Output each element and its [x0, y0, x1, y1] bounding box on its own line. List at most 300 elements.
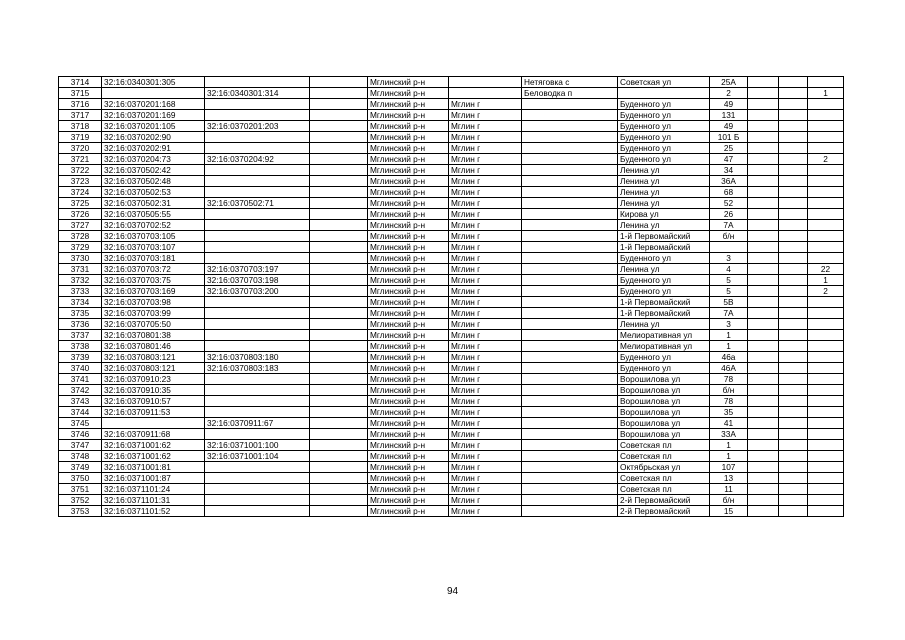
- cadastral-number-linked: 32:16:0370703:198: [205, 275, 310, 286]
- count-cell: [808, 253, 844, 264]
- empty-cell: [310, 462, 368, 473]
- extra-cell: [779, 473, 808, 484]
- district-cell: Мглинский р-н: [368, 231, 449, 242]
- extra-cell: [779, 187, 808, 198]
- district-cell: Мглинский р-н: [368, 341, 449, 352]
- settlement-cell: [522, 275, 618, 286]
- settlement-cell: [522, 385, 618, 396]
- cadastral-number: 32:16:0370911:68: [102, 429, 205, 440]
- cadastral-number-linked: [205, 253, 310, 264]
- extra-cell: [779, 352, 808, 363]
- count-cell: [808, 143, 844, 154]
- settlement-cell: [522, 253, 618, 264]
- street-cell: Октябрьская ул: [618, 462, 710, 473]
- empty-cell: [310, 396, 368, 407]
- settlement-cell: [522, 495, 618, 506]
- count-cell: [808, 506, 844, 517]
- district-cell: Мглинский р-н: [368, 110, 449, 121]
- street-cell: Советская пл: [618, 484, 710, 495]
- cadastral-number-linked: [205, 209, 310, 220]
- row-number: 3738: [59, 341, 102, 352]
- empty-cell: [310, 176, 368, 187]
- cadastral-number: 32:16:0370910:35: [102, 385, 205, 396]
- settlement-cell: [522, 352, 618, 363]
- district-cell: Мглинский р-н: [368, 462, 449, 473]
- table-row: [59, 187, 844, 198]
- table-row: [59, 132, 844, 143]
- extra-cell: [748, 198, 779, 209]
- street-cell: Ленина ул: [618, 264, 710, 275]
- cadastral-number: 32:16:0370201:169: [102, 110, 205, 121]
- house-number-cell: 4: [710, 264, 748, 275]
- district-cell: Мглинский р-н: [368, 330, 449, 341]
- row-number: 3735: [59, 308, 102, 319]
- extra-cell: [748, 495, 779, 506]
- district-cell: Мглинский р-н: [368, 319, 449, 330]
- table-row: [59, 319, 844, 330]
- row-number: 3742: [59, 385, 102, 396]
- settlement-cell: [522, 308, 618, 319]
- row-number: 3746: [59, 429, 102, 440]
- extra-cell: [748, 286, 779, 297]
- empty-cell: [310, 88, 368, 99]
- settlement-cell: [522, 198, 618, 209]
- empty-cell: [310, 275, 368, 286]
- empty-cell: [310, 264, 368, 275]
- row-number: 3753: [59, 506, 102, 517]
- city-cell: Мглин г: [449, 165, 522, 176]
- cadastral-number: 32:16:0370505:55: [102, 209, 205, 220]
- settlement-cell: [522, 396, 618, 407]
- table-row: [59, 286, 844, 297]
- empty-cell: [310, 187, 368, 198]
- city-cell: [449, 77, 522, 88]
- extra-cell: [748, 451, 779, 462]
- cadastral-number: 32:16:0370202:90: [102, 132, 205, 143]
- house-number-cell: 35: [710, 407, 748, 418]
- cadastral-number-linked: [205, 308, 310, 319]
- count-cell: [808, 231, 844, 242]
- extra-cell: [779, 242, 808, 253]
- empty-cell: [310, 495, 368, 506]
- city-cell: Мглин г: [449, 506, 522, 517]
- cadastral-number: [102, 88, 205, 99]
- cadastral-number: 32:16:0371101:24: [102, 484, 205, 495]
- extra-cell: [748, 308, 779, 319]
- street-cell: 1-й Первомайский: [618, 242, 710, 253]
- row-number: 3728: [59, 231, 102, 242]
- extra-cell: [779, 198, 808, 209]
- cadastral-number: 32:16:0370703:99: [102, 308, 205, 319]
- count-cell: [808, 407, 844, 418]
- count-cell: [808, 77, 844, 88]
- city-cell: Мглин г: [449, 110, 522, 121]
- extra-cell: [748, 462, 779, 473]
- street-cell: Ленина ул: [618, 187, 710, 198]
- cadastral-number-linked: [205, 231, 310, 242]
- house-number-cell: 68: [710, 187, 748, 198]
- cadastral-number: 32:16:0370801:46: [102, 341, 205, 352]
- extra-cell: [748, 132, 779, 143]
- empty-cell: [310, 132, 368, 143]
- count-cell: [808, 187, 844, 198]
- table-row: [59, 275, 844, 286]
- settlement-cell: [522, 110, 618, 121]
- cadastral-number-linked: 32:16:0371001:104: [205, 451, 310, 462]
- extra-cell: [748, 352, 779, 363]
- empty-cell: [310, 308, 368, 319]
- settlement-cell: [522, 330, 618, 341]
- street-cell: Ленина ул: [618, 220, 710, 231]
- table-row: [59, 385, 844, 396]
- extra-cell: [779, 154, 808, 165]
- row-number: 3732: [59, 275, 102, 286]
- table-row: [59, 429, 844, 440]
- settlement-cell: [522, 121, 618, 132]
- house-number-cell: 1: [710, 451, 748, 462]
- table-row: [59, 88, 844, 99]
- district-cell: Мглинский р-н: [368, 506, 449, 517]
- street-cell: Буденного ул: [618, 143, 710, 154]
- city-cell: Мглин г: [449, 121, 522, 132]
- cadastral-number-linked: [205, 484, 310, 495]
- city-cell: Мглин г: [449, 330, 522, 341]
- table-row: [59, 121, 844, 132]
- city-cell: Мглин г: [449, 198, 522, 209]
- cadastral-number-linked: 32:16:0370502:71: [205, 198, 310, 209]
- street-cell: Ворошилова ул: [618, 385, 710, 396]
- district-cell: Мглинский р-н: [368, 220, 449, 231]
- street-cell: Ленина ул: [618, 198, 710, 209]
- table-row: [59, 99, 844, 110]
- street-cell: Буденного ул: [618, 121, 710, 132]
- row-number: 3727: [59, 220, 102, 231]
- city-cell: Мглин г: [449, 264, 522, 275]
- table-row: [59, 297, 844, 308]
- row-number: 3749: [59, 462, 102, 473]
- extra-cell: [748, 363, 779, 374]
- house-number-cell: 78: [710, 374, 748, 385]
- house-number-cell: 2: [710, 88, 748, 99]
- city-cell: Мглин г: [449, 495, 522, 506]
- extra-cell: [779, 451, 808, 462]
- cadastral-number: 32:16:0371101:52: [102, 506, 205, 517]
- empty-cell: [310, 451, 368, 462]
- count-cell: [808, 341, 844, 352]
- cadastral-number-linked: [205, 407, 310, 418]
- cadastral-number: 32:16:0370803:121: [102, 352, 205, 363]
- row-number: 3736: [59, 319, 102, 330]
- count-cell: [808, 374, 844, 385]
- street-cell: 1-й Первомайский: [618, 308, 710, 319]
- table-row: [59, 451, 844, 462]
- district-cell: Мглинский р-н: [368, 99, 449, 110]
- row-number: 3722: [59, 165, 102, 176]
- row-number: 3720: [59, 143, 102, 154]
- table-row: [59, 484, 844, 495]
- extra-cell: [748, 253, 779, 264]
- row-number: 3721: [59, 154, 102, 165]
- extra-cell: [748, 154, 779, 165]
- count-cell: [808, 473, 844, 484]
- row-number: 3729: [59, 242, 102, 253]
- city-cell: Мглин г: [449, 341, 522, 352]
- cadastral-number: 32:16:0371001:87: [102, 473, 205, 484]
- empty-cell: [310, 440, 368, 451]
- count-cell: [808, 484, 844, 495]
- house-number-cell: 5: [710, 275, 748, 286]
- settlement-cell: [522, 407, 618, 418]
- street-cell: Ленина ул: [618, 319, 710, 330]
- city-cell: Мглин г: [449, 385, 522, 396]
- house-number-cell: 1: [710, 440, 748, 451]
- street-cell: 2-й Первомайский: [618, 506, 710, 517]
- street-cell: Буденного ул: [618, 363, 710, 374]
- extra-cell: [779, 231, 808, 242]
- house-number-cell: 49: [710, 99, 748, 110]
- extra-cell: [779, 330, 808, 341]
- house-number-cell: 5: [710, 286, 748, 297]
- district-cell: Мглинский р-н: [368, 308, 449, 319]
- row-number: 3715: [59, 88, 102, 99]
- district-cell: Мглинский р-н: [368, 176, 449, 187]
- count-cell: [808, 110, 844, 121]
- house-number-cell: [710, 242, 748, 253]
- row-number: 3734: [59, 297, 102, 308]
- cadastral-number-linked: [205, 77, 310, 88]
- street-cell: Буденного ул: [618, 352, 710, 363]
- count-cell: [808, 330, 844, 341]
- count-cell: [808, 462, 844, 473]
- extra-cell: [779, 88, 808, 99]
- street-cell: 1-й Первомайский: [618, 231, 710, 242]
- count-cell: [808, 308, 844, 319]
- settlement-cell: [522, 297, 618, 308]
- count-cell: [808, 176, 844, 187]
- city-cell: Мглин г: [449, 308, 522, 319]
- settlement-cell: [522, 462, 618, 473]
- settlement-cell: [522, 341, 618, 352]
- house-number-cell: 46А: [710, 363, 748, 374]
- empty-cell: [310, 473, 368, 484]
- row-number: 3719: [59, 132, 102, 143]
- city-cell: Мглин г: [449, 187, 522, 198]
- extra-cell: [779, 220, 808, 231]
- cadastral-number: 32:16:0370502:31: [102, 198, 205, 209]
- city-cell: Мглин г: [449, 319, 522, 330]
- city-cell: Мглин г: [449, 209, 522, 220]
- settlement-cell: [522, 319, 618, 330]
- cadastral-number: 32:16:0370502:42: [102, 165, 205, 176]
- cadastral-number-linked: [205, 506, 310, 517]
- count-cell: [808, 418, 844, 429]
- cadastral-number-linked: [205, 143, 310, 154]
- district-cell: Мглинский р-н: [368, 209, 449, 220]
- house-number-cell: 49: [710, 121, 748, 132]
- extra-cell: [779, 495, 808, 506]
- street-cell: Буденного ул: [618, 110, 710, 121]
- extra-cell: [748, 374, 779, 385]
- row-number: 3745: [59, 418, 102, 429]
- cadastral-number: 32:16:0340301:305: [102, 77, 205, 88]
- district-cell: Мглинский р-н: [368, 242, 449, 253]
- extra-cell: [748, 88, 779, 99]
- extra-cell: [779, 176, 808, 187]
- extra-cell: [748, 121, 779, 132]
- table-row: [59, 220, 844, 231]
- table-row: [59, 374, 844, 385]
- count-cell: [808, 440, 844, 451]
- city-cell: Мглин г: [449, 429, 522, 440]
- table-body: [59, 77, 844, 517]
- empty-cell: [310, 363, 368, 374]
- table-row: [59, 418, 844, 429]
- city-cell: Мглин г: [449, 154, 522, 165]
- extra-cell: [748, 110, 779, 121]
- extra-cell: [779, 132, 808, 143]
- row-number: 3718: [59, 121, 102, 132]
- cadastral-number: 32:16:0370702:52: [102, 220, 205, 231]
- city-cell: Мглин г: [449, 143, 522, 154]
- cadastral-number-linked: [205, 495, 310, 506]
- district-cell: Мглинский р-н: [368, 429, 449, 440]
- extra-cell: [748, 484, 779, 495]
- city-cell: Мглин г: [449, 451, 522, 462]
- table-row: [59, 242, 844, 253]
- cadastral-number-linked: 32:16:0370703:200: [205, 286, 310, 297]
- cadastral-number: 32:16:0370703:169: [102, 286, 205, 297]
- table-row: [59, 473, 844, 484]
- street-cell: Советская пл: [618, 440, 710, 451]
- street-cell: 1-й Первомайский: [618, 297, 710, 308]
- count-cell: [808, 429, 844, 440]
- city-cell: Мглин г: [449, 99, 522, 110]
- city-cell: Мглин г: [449, 242, 522, 253]
- extra-cell: [748, 242, 779, 253]
- count-cell: 1: [808, 88, 844, 99]
- house-number-cell: б/н: [710, 231, 748, 242]
- extra-cell: [779, 506, 808, 517]
- table-row: [59, 407, 844, 418]
- house-number-cell: 1: [710, 330, 748, 341]
- row-number: 3724: [59, 187, 102, 198]
- extra-cell: [779, 484, 808, 495]
- count-cell: [808, 363, 844, 374]
- cadastral-number-linked: 32:16:0370803:180: [205, 352, 310, 363]
- district-cell: Мглинский р-н: [368, 363, 449, 374]
- row-number: 3743: [59, 396, 102, 407]
- street-cell: Ворошилова ул: [618, 418, 710, 429]
- cadastral-number-linked: [205, 220, 310, 231]
- cadastral-number: 32:16:0370201:168: [102, 99, 205, 110]
- cadastral-number-linked: 32:16:0370703:197: [205, 264, 310, 275]
- table-row: [59, 176, 844, 187]
- house-number-cell: 25А: [710, 77, 748, 88]
- count-cell: [808, 396, 844, 407]
- house-number-cell: б/н: [710, 495, 748, 506]
- cadastral-number: 32:16:0370202:91: [102, 143, 205, 154]
- extra-cell: [779, 275, 808, 286]
- empty-cell: [310, 253, 368, 264]
- count-cell: [808, 352, 844, 363]
- district-cell: Мглинский р-н: [368, 352, 449, 363]
- table-row: [59, 495, 844, 506]
- extra-cell: [748, 77, 779, 88]
- settlement-cell: [522, 440, 618, 451]
- district-cell: Мглинский р-н: [368, 198, 449, 209]
- cadastral-number-linked: [205, 396, 310, 407]
- street-cell: 2-й Первомайский: [618, 495, 710, 506]
- district-cell: Мглинский р-н: [368, 154, 449, 165]
- count-cell: [808, 132, 844, 143]
- city-cell: [449, 88, 522, 99]
- extra-cell: [748, 440, 779, 451]
- house-number-cell: 1: [710, 341, 748, 352]
- empty-cell: [310, 385, 368, 396]
- cadastral-number: 32:16:0370502:48: [102, 176, 205, 187]
- row-number: 3748: [59, 451, 102, 462]
- city-cell: Мглин г: [449, 440, 522, 451]
- cadastral-number: 32:16:0370703:105: [102, 231, 205, 242]
- settlement-cell: [522, 143, 618, 154]
- table-row: [59, 352, 844, 363]
- house-number-cell: 41: [710, 418, 748, 429]
- empty-cell: [310, 99, 368, 110]
- cadastral-number-linked: [205, 187, 310, 198]
- city-cell: Мглин г: [449, 286, 522, 297]
- count-cell: [808, 99, 844, 110]
- extra-cell: [748, 330, 779, 341]
- table-row: [59, 396, 844, 407]
- empty-cell: [310, 143, 368, 154]
- district-cell: Мглинский р-н: [368, 264, 449, 275]
- district-cell: Мглинский р-н: [368, 440, 449, 451]
- street-cell: Советская пл: [618, 451, 710, 462]
- district-cell: Мглинский р-н: [368, 407, 449, 418]
- table-row: [59, 231, 844, 242]
- cadastral-number-linked: 32:16:0371001:100: [205, 440, 310, 451]
- table-row: [59, 154, 844, 165]
- extra-cell: [779, 209, 808, 220]
- extra-cell: [748, 220, 779, 231]
- table-row: [59, 77, 844, 88]
- settlement-cell: [522, 484, 618, 495]
- empty-cell: [310, 209, 368, 220]
- table-row: [59, 462, 844, 473]
- empty-cell: [310, 407, 368, 418]
- street-cell: Советская пл: [618, 473, 710, 484]
- row-number: 3750: [59, 473, 102, 484]
- district-cell: Мглинский р-н: [368, 297, 449, 308]
- count-cell: [808, 220, 844, 231]
- settlement-cell: [522, 154, 618, 165]
- street-cell: Кирова ул: [618, 209, 710, 220]
- table-row: [59, 330, 844, 341]
- cadastral-number-linked: [205, 242, 310, 253]
- street-cell: Буденного ул: [618, 99, 710, 110]
- extra-cell: [779, 418, 808, 429]
- district-cell: Мглинский р-н: [368, 385, 449, 396]
- settlement-cell: [522, 374, 618, 385]
- district-cell: Мглинский р-н: [368, 484, 449, 495]
- cadastral-number: 32:16:0370801:38: [102, 330, 205, 341]
- cadastral-number: 32:16:0370910:57: [102, 396, 205, 407]
- row-number: 3723: [59, 176, 102, 187]
- house-number-cell: 107: [710, 462, 748, 473]
- city-cell: Мглин г: [449, 231, 522, 242]
- district-cell: Мглинский р-н: [368, 88, 449, 99]
- count-cell: [808, 121, 844, 132]
